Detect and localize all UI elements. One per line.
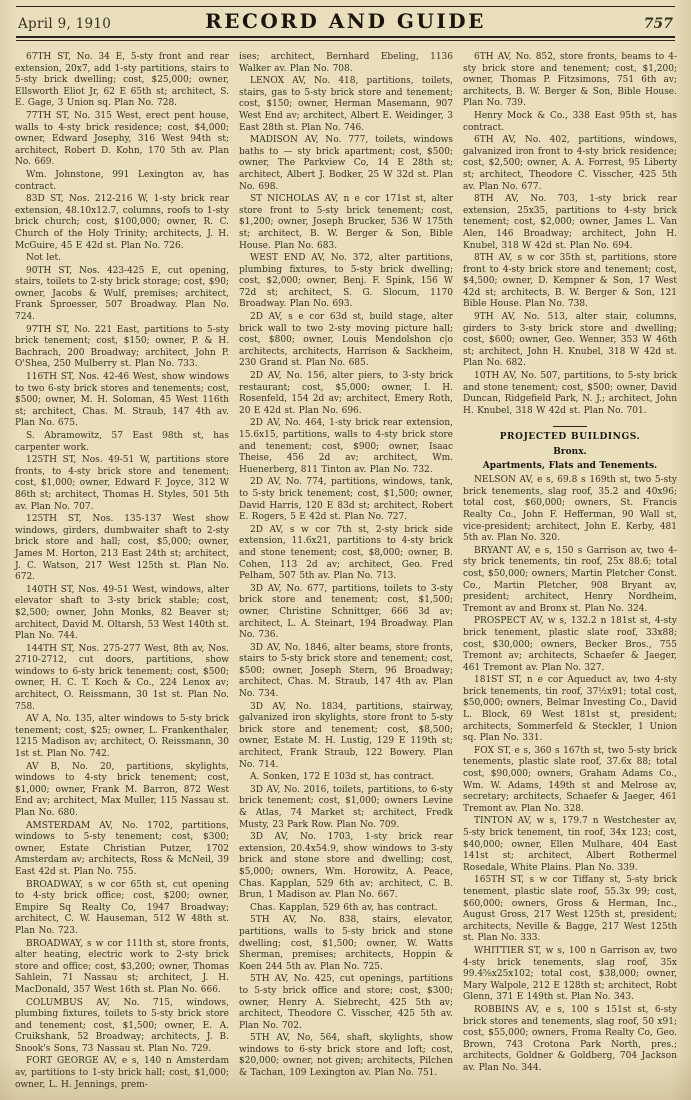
listing-entry: 8TH AV, s w cor 35th st, partitions, store front to 4-sty brick store and tenement; cost, $4,500; owner, D. Kempner & Son, 17 West 42d st; architects, B. W. Berger & Son, 121 Bible House. Plan No. 738.	[463, 253, 677, 310]
listing-entry: ROBBINS AV, e s, 100 s 151st st, 6-sty brick stores and tenements, slag roof, 50 x91; cost, $55,000; owners, Froma Realty Co, Geo. Brown, 743 Crotona Park North, pres.; architects, Goldner & Goldberg, 704 Jackson av. Plan No. 344.	[463, 1004, 677, 1073]
listing-entry: 90TH ST, Nos. 423-425 E, cut opening, stairs, toilets to 2-sty brick storage; cost, $90; owner, Jacobs & Wulf, premises; architect, Frank Sproesser, 507 Broadway. Plan No. 724.	[15, 265, 229, 323]
category-heading: Apartments, Flats and Tenements.	[482, 460, 658, 471]
listing-entry: 144TH ST, Nos. 275-277 West, 8th av, Nos. 2710-2712, cut doors, partitions, show windows to 6-sty brick tenement; cost, $500; owner, H. C. T. Koch & Co., 224 Lenox av; architect, O. Reissmann, 30 1st st. Plan No. 758.	[15, 643, 229, 712]
listing-entry: WEST END AV, No. 372, alter partitions, plumbing fixtures, to 5-sty brick dwelling; cost, $2,000; owner, Benj. F. Spink, 156 W 72d st; architect, S. G. Slocum, 1170 Broadway. Plan No. 693.	[239, 253, 453, 310]
listing-entry: 9TH AV, No. 513, alter stair, columns, girders to 3-sty brick store and dwelling; cost, $600; owner, Geo. Wenner, 353 W 46th st; architect, John H. Knubel, 318 W 42d st. Plan No. 682.	[463, 312, 677, 369]
listing-entry: 5TH AV, No. 425, cut openings, partitions to 5-sty brick office and store; cost, $300; owner, Henry A. Siebrecht, 425 5th av; architect, Theodore C. Visscher, 425 5th av. Plan No. 702.	[239, 974, 453, 1031]
listing-entry: BROADWAY, s w cor 65th st, cut opening to 4-sty brick office; cost, $200; owner, Empire Sq Realty Co, 1947 Broadway; architect, C. W. Hauseman, 512 W 48th st. Plan No. 723.	[15, 879, 229, 936]
listing-entry: FOX ST, e s, 360 s 167th st, two 5-sty brick tenements, plastic slate roof, 37.6x 88; total cost, $90,000; owners, Graham Adams Co., Wm. W. Adams, 149th st and Melrose av, secretary; architects, Schaefer & Jaeger, 461 Tremont av. Plan No. 328.	[463, 745, 677, 814]
listing-entry: 3D AV, No. 1846, alter beams, store fronts, stairs to 5-sty brick store and tenement; cost, $500; owner, Joseph Stern, 96 Broadway; architect, Chas. M. Straub, 147 4th av. Plan No. 734.	[239, 642, 453, 700]
listing-entry: LENOX AV, No. 418, partitions, toilets, stairs, gas to 5-sty brick store and tenement; cost, $150; owner, Herman Masemann, 907 West End av; architect, Albert E. Weidinger, 3 East 28th st. Plan No. 746.	[239, 76, 453, 133]
listing-entry: 6TH AV, No. 852, store fronts, beams to 4-sty brick store and tenement; cost, $1,200; owner, Thomas P. Fitzsimons, 751 6th av; architects, B. W. Berger & Son, Bible House. Plan No. 739.	[463, 52, 677, 109]
listing-entry: S. Abramowitz, 57 East 98th st, has carpenter work.	[15, 431, 229, 453]
listing-entry: ST NICHOLAS AV, n e cor 171st st, alter store front to 5-sty brick tenement; cost, $1,200; owner, Joseph Brucker, 536 W 175th st; architect, B. W. Berger & Son, Bible House. Plan No. 683.	[239, 194, 453, 251]
section-divider-rule	[553, 426, 587, 427]
listing-entry: NELSON AV, e s, 69.8 s 169th st, two 5-sty brick tenements, slag roof, 35.2 and 40x96; total cost, $60,000; owners, St. Francis Realty Co., John F. Hefferman, 90 Wall st, vice-president; architect, John E. Kerby, 481 5th av. Plan No. 320.	[463, 475, 677, 544]
listing-entry: WHITTIER ST, w s, 100 n Garrison av, two 4-sty brick tenements, slag roof, 35x 99.4⅝x25x102; total cost, $38,000; owner, Mary Walpole, 212 E 128th st; architect, Robt Glenn, 371 E 149th st. Plan No. 343.	[463, 945, 677, 1003]
listing-entry: 8TH AV, No. 703, 1-sty brick rear extension, 25x35, partitions to 4-sty brick tenement; cost, $2,000; owner, James L. Van Alen, 146 Broadway; architect, John H. Knubel, 318 W 42d st. Plan No. 694.	[463, 194, 677, 251]
listing-entry: 116TH ST, Nos. 42-46 West, show windows to two 6-sty brick stores and tenements; cost, $500; owner, M. H. Soloman, 45 West 116th st; architect, Chas. M. Straub, 147 4th av. Plan No. 675.	[15, 372, 229, 429]
listing-entry: MADISON AV, No. 777, toilets, windows baths to — sty brick apartment; cost, $500; owner, The Parkview Co, 14 E 28th st; architect, Albert J. Bodker, 25 W 32d st. Plan No. 698.	[239, 135, 453, 192]
column-2	[239, 52, 453, 1092]
section-heading: PROJECTED BUILDINGS.	[499, 432, 641, 443]
listing-entry: BROADWAY, s w cor 111th st, store fronts, alter heating, electric work to 2-sty brick store and office; cost, $3,200; owner, Thomas Sahlein, 71 Nassau st; architect, J. H. MacDonald, 357 West 16th st. Plan No. 666.	[15, 938, 229, 995]
listing-entry-continuation: ises; architect, Bernhard Ebeling, 1136 Walker av. Plan No. 708.	[239, 52, 453, 74]
column-1	[15, 52, 229, 1092]
listing-entry: COLUMBUS AV, No. 715, windows, plumbing fixtures, toilets to 5-sty brick store and tenement; cost, $1,500; owner, E. A. Cruikshank, 52 Broadway; architects, J. B. Snook's Sons, 73 Nassau st. Plan No. 729.	[15, 997, 229, 1054]
listing-entry: Chas. Kapplan, 529 6th av, has contract.	[250, 902, 438, 913]
listing-entry: Not let.	[26, 253, 61, 264]
listing-entry: 2D AV, No. 464, 1-sty brick rear extension, 15.6x15, partitions, walls to 4-sty brick store and tenement; cost, $900; owner, Isaac Theise, 456 2d av; architect, Wm. Huenerberg, 811 Tinton av. Plan No. 732.	[239, 418, 453, 475]
top-rule	[16, 6, 675, 7]
issue-date: April 9, 1910	[18, 16, 112, 32]
listing-entry: 125TH ST, Nos. 135-137 West show windows, girders, dumbwaiter shaft to 2-sty brick store and hall; cost, $5,000; owner, James M. Horton, 213 East 24th st; architect, J. C. Watson, 217 West 125th st. Plan No. 672.	[15, 514, 229, 583]
listing-entry: 125TH ST, Nos. 49-51 W, partitions store fronts, to 4-sty brick store and tenement; cost, $1,000; owner, Edward F. Joyce, 312 W 86th st; architect, Thomas H. Styles, 501 5th av. Plan No. 707.	[15, 455, 229, 512]
masthead	[0, 0, 691, 41]
listing-entry: 6TH AV, No. 402, partitions, windows, galvanized iron front to 4-sty brick residence; cost, $2,500; owner, A. A. Forrest, 95 Liberty st; architect, Theodore C. Visscher, 425 5th av. Plan No. 677.	[463, 135, 677, 192]
listing-entry: A. Sonken, 172 E 103d st, has contract.	[250, 772, 435, 783]
listing-entry: 181ST ST, n e cor Aqueduct av, two 4-sty brick tenements, tin roof, 37½x91; total cost, $50,000; owners, Belmar Investing Co., David L. Block, 69 West 181st st, president; architects, Sommerfeld & Steckler, 1 Union sq. Plan No. 331.	[463, 675, 677, 744]
masthead-row	[16, 8, 675, 35]
listing-entry: 3D AV, No. 1703, 1-sty brick rear extension, 20.4x54.9, show windows to 3-sty brick and stone store and dwelling; cost, $5,000; owners, Wm. Horowitz, A. Peace, Chas. Kapplan, 529 6th av; architect, C. B. Brun, 1 Madison av. Plan No. 667.	[239, 832, 453, 901]
listing-entry: 67TH ST, No. 34 E, 5-sty front and rear extension, 20x7, add 1-sty partitions, stairs to 5-sty brick dwelling; cost, $25,000; owner, Ellsworth Eliot Jr, 62 E 65th st; architect, S. E. Gage, 3 Union sq. Plan No. 728.	[15, 52, 229, 109]
listing-entry: PROSPECT AV, w s, 132.2 n 181st st, 4-sty brick tenement, plastic slate roof, 33x88; cost, $30,000; owners, Becker Bros., 755 Tremont av; architects, Schaefer & Jaeger, 461 Tremont av. Plan No. 327.	[463, 616, 677, 673]
page-number: 757	[643, 16, 673, 32]
listing-entry: 3D AV, No. 677, partitions, toilets to 3-sty brick store and tenement; cost, $1,500; owner, Christine Schnittger, 666 3d av; architect, L. A. Steinart, 194 Broadway. Plan No. 736.	[239, 583, 453, 641]
listing-entry: 3D AV, No. 2016, toilets, partitions, to 6-sty brick tenement; cost, $1,000; owners Levine & Atlas, 74 Market st; architect, Fredk Musty, 23 Park Row. Plan No. 709.	[239, 784, 453, 830]
listing-entry: 97TH ST, No. 221 East, partitions to 5-sty brick tenement; cost, $150; owner, P. & H. Bachrach, 200 Broadway; architect, John P. O'Shea, 250 Mulberry st. Plan No. 733.	[15, 324, 229, 370]
listing-entry: Wm. Johnstone, 991 Lexington av, has contract.	[15, 169, 229, 192]
listing-entry: 2D AV, s e cor 63d st, build stage, alter brick wall to two 2-sty moving picture hall; cost, $800; owner, Louis Mendolshon c|o architects, architects, Harrison & Sackheim, 230 Grand st. Plan No. 685.	[239, 312, 453, 369]
listing-entry: TINTON AV, w s, 179.7 n Westchester av, 5-sty brick tenement, tin roof, 34x 123; cost, $40,000; owner, Ellen Mulhare, 404 East 141st st; architect, Albert Rothermel Rosedale, White Plains. Plan No. 339.	[463, 816, 677, 873]
listing-entry: AV B, No. 20, partitions, skylights, windows to 4-sty brick tenement; cost, $1,000; owner, Frank M. Barron, 872 West End av; architect, Max Muller, 115 Nassau st. Plan No. 680.	[15, 761, 229, 818]
listing-entry: 2D AV, No. 156, alter piers, to 3-sty brick restaurant; cost, $5,000; owner, I. H. Rosenfeld, 154 2d av; architect, Emery Roth, 20 E 42d st. Plan No. 696.	[239, 371, 453, 416]
listing-entry: BRYANT AV, e s, 150 s Garrison av, two 4-sty brick tenements, tin roof, 25x 88.6; total cost, $50,000; owners, Martin Pletcher Const. Co., Martin Pletcher, 908 Bryant av, president; architect, Henry Nordheim, Tremont av and Bronx st. Plan No. 324.	[463, 545, 677, 614]
listing-entry: 2D AV, s w cor 7th st, 2-sty brick side extension, 11.6x21, partitions to 4-sty brick and stone tenement; cost, $8,000; owner, B. Cohen, 113 2d av; architect, Geo. Fred Pelham, 507 5th av. Plan No. 713.	[239, 524, 453, 582]
listing-entry: 165TH ST, s w cor Tiffany st, 5-sty brick tenement, plastic slate roof, 55.3x 99; cost, $60,000; owners, Gross & Herman, Inc., August Gross, 217 West 125th st, president; architects, Neville & Bagge, 217 West 125th st. Plan No. 333.	[463, 875, 677, 944]
listing-entry: AMSTERDAM AV, No. 1702, partitions, windows to 5-sty tenement; cost, $300; owner, Estate Christian Putzer, 1702 Amsterdam av; architects, Ross & McNeil, 39 East 42d st. Plan No. 755.	[15, 820, 229, 877]
journal-title: RECORD AND GUIDE	[205, 9, 486, 33]
masthead-rule-thick	[16, 36, 675, 38]
listing-entry: 3D AV, No. 1834, partitions, stairway, galvanized iron skylights, store front to 5-sty brick store and tenement; cost, $8,500; owner, Estate M. H. Lustig, 129 E 119th st; architect, Frank Straub, 122 Bowery. Plan No. 714.	[239, 701, 453, 770]
listing-entry: 5TH AV, No. 838, stairs, elevator, partitions, walls to 5-sty brick and stone dwelling; cost, $1,500; owner, W. Watts Sherman, premises; architects, Hoppin & Koen 244 5th av. Plan No. 725.	[239, 915, 453, 972]
listing-entry: 77TH ST, No. 315 West, erect pent house, walls to 4-sty brick residence; cost, $4,000; owner, Edward Josephy, 316 West 94th st; architect, Robert D. Kohn, 170 5th av. Plan No. 669.	[15, 110, 229, 168]
listing-entry: 5TH AV, No, 564, shaft, skylights, show windows to 6-sty brick store and loft; cost, $20,000; owner, not given; architects, Pilchen & Tachan, 109 Lexington av. Plan No. 751.	[239, 1033, 453, 1079]
listing-entry: AV A, No. 135, alter windows to 5-sty brick tenement; cost, $25; owner, L. Frankenthaler, 1215 Madison av; architect, O. Reissmann, 30 1st st. Plan No. 742.	[15, 714, 229, 760]
column-3	[463, 52, 677, 1092]
column-layout	[0, 41, 691, 1092]
listing-entry: 10TH AV, No. 507, partitions, to 5-sty brick and stone tenement; cost, $500; owner, David Duncan, Ridgefield Park, N. J.; architect, John H. Knubel, 318 W 42d st. Plan No. 701.	[463, 371, 677, 416]
listing-entry: FORT GEORGE AV, e s, 140 n Amsterdam av, partitions to 1-sty brick hall; cost, $1,000; owner, L. H. Jennings, prem-	[15, 1056, 229, 1090]
listing-entry: 2D AV, No. 774, partitions, windows, tank, to 5-sty brick tenement; cost, $1,500; owner, David Harris, 120 E 83d st; architect, Robert E. Rogers, 5 E 42d st. Plan No. 727.	[239, 477, 453, 523]
listing-entry: 140TH ST, Nos. 49-51 West, windows, alter elevator shaft to 3-sty brick stable; cost, $2,500; owner, John Monks, 82 Beaver st; architect, David M. Oltarsh, 53 West 140th st. Plan No. 744.	[15, 584, 229, 642]
listing-entry: 83D ST, Nos. 212-216 W, 1-sty brick rear extension, 48.10x12.7, columns, roofs to 1-sty brick church; cost, $100,000; owner, R. C. Church of the Holy Trinity; architects, J. H. McGuire, 45 E 42d st. Plan No. 726.	[15, 194, 229, 251]
listing-entry: Henry Mock & Co., 338 East 95th st, has contract.	[463, 110, 677, 133]
borough-heading: Bronx.	[553, 447, 587, 457]
